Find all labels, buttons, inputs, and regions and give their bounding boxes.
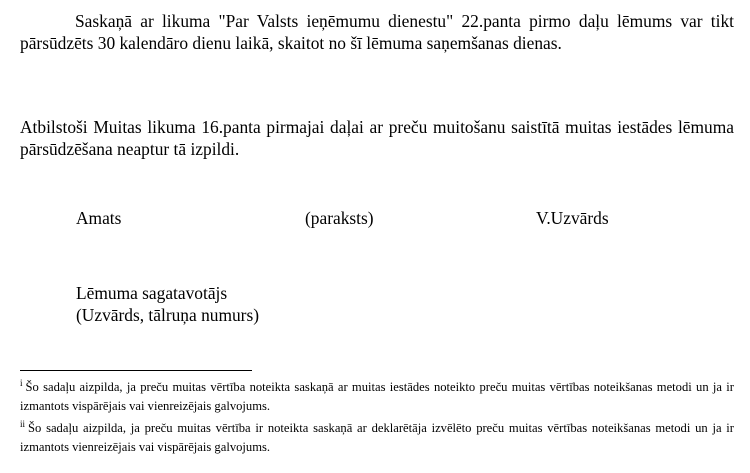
footnote-2-text: Šo sadaļu aizpilda, ja preču muitas vērtība ir noteikta saskaņā ar deklarētāja izvēlēto preču muitas vērtības noteikšanas metodi un ja ir izmantots vienreizējais vai vispārējais galvojums. (20, 421, 734, 454)
footnote-1-text: Šo sadaļu aizpilda, ja preču muitas vērtība noteikta saskaņā ar muitas iestādes noteikto preču muitas vērtības noteikšanas metodi un ja ir izmantots vispārējais vai vienreizējais galvojums. (20, 380, 734, 413)
footnote-2 (20, 419, 734, 457)
footnote-1 (20, 378, 734, 416)
preparer-details: (Uzvārds, tālruņa numurs) (76, 305, 260, 325)
signature-position-label: Amats (76, 208, 122, 228)
signature-placeholder: (paraksts) (305, 208, 374, 228)
footnote-1-mark: i (20, 377, 23, 388)
appeal-paragraph: Saskaņā ar likuma "Par Valsts ieņēmumu dienestu" 22.panta pirmo daļu lēmums var tikt pārsūdzēts 30 kalendāro dienu laikā, skaitot no šī lēmuma saņemšanas dienas. (20, 11, 734, 53)
signatory-name: V.Uzvārds (536, 208, 609, 228)
footnote-separator (20, 370, 252, 371)
footnote-2-mark: ii (20, 418, 26, 429)
preparer-label: Lēmuma sagatavotājs (76, 283, 228, 303)
customs-law-paragraph: Atbilstoši Muitas likuma 16.panta pirmajai daļai ar preču muitošanu saistītā muitas iestādes lēmuma pārsūdzēšana neaptur tā izpildi. (20, 117, 734, 159)
